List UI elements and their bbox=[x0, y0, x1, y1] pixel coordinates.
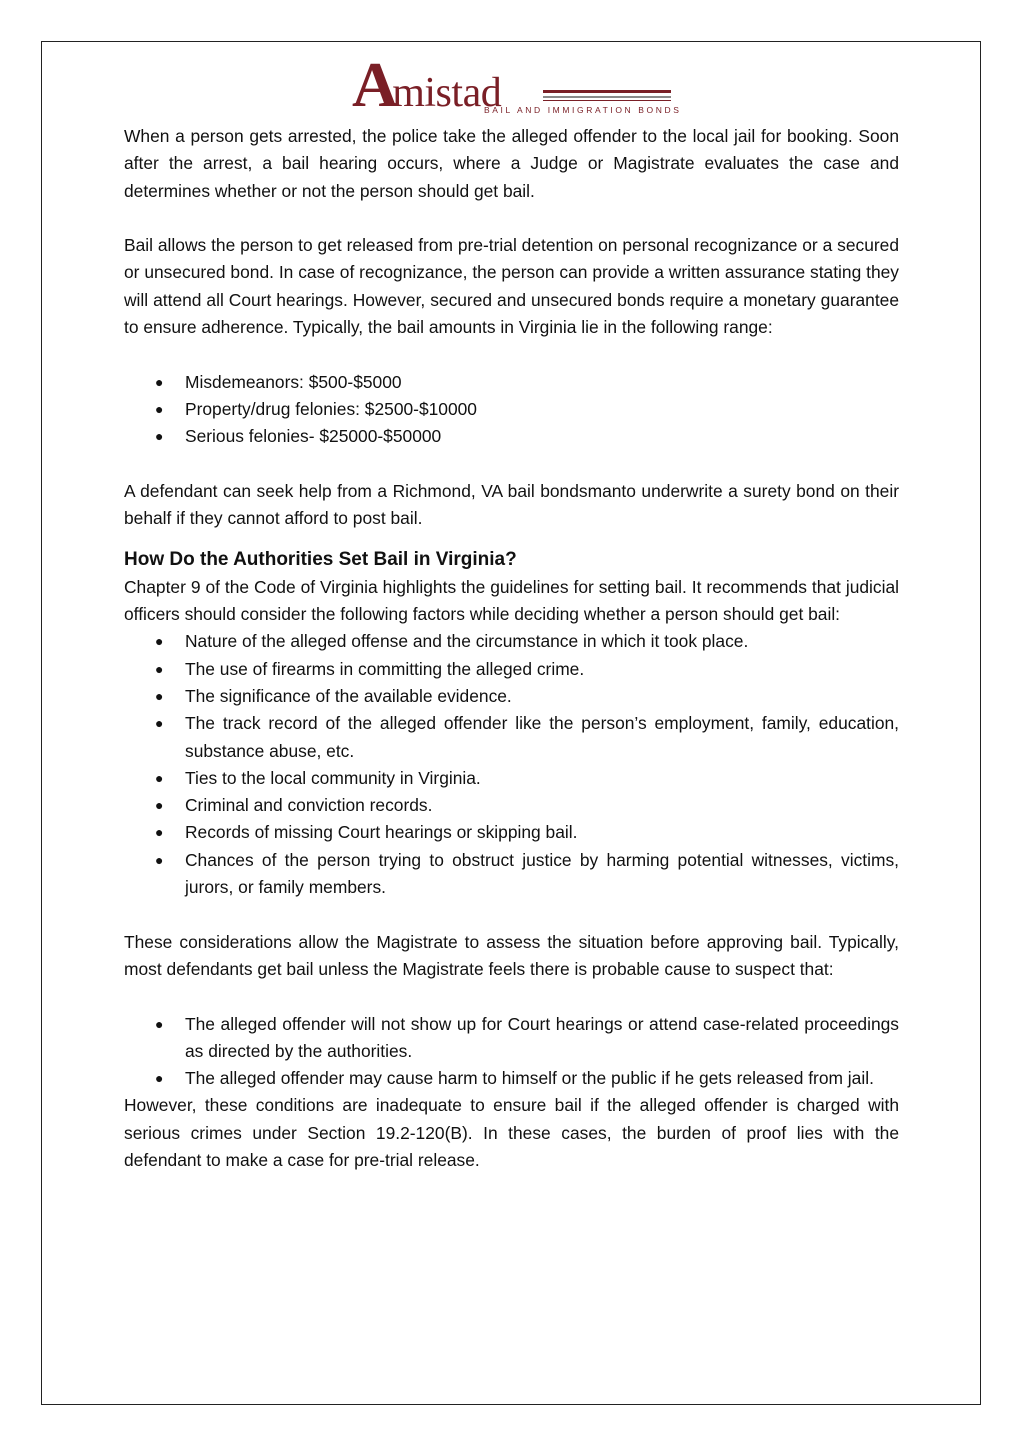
bondsman-paragraph: A defendant can seek help from a Richmond, VA bail bondsmanto underwrite a surety bond on their behalf if they cannot afford to post bail. bbox=[124, 480, 899, 529]
logo-tagline: BAIL AND IMMIGRATION BONDS bbox=[484, 105, 682, 115]
list-item: ● The significance of the available evidence. bbox=[124, 683, 899, 710]
factors-list bbox=[124, 628, 899, 901]
logo-rule bbox=[543, 90, 671, 93]
guidelines-paragraph: Chapter 9 of the Code of Virginia highlights the guidelines for setting bail. It recommends that judicial officers should consider the following factors while deciding whether a person should get bail: bbox=[124, 576, 899, 625]
logo-initial: A bbox=[352, 49, 397, 120]
list-item: ● The alleged offender may cause harm to himself or the public if he gets released from jail. bbox=[124, 1065, 899, 1092]
list-item: ● Ties to the local community in Virginia. bbox=[124, 765, 899, 792]
logo-rule bbox=[543, 96, 671, 98]
list-item: ● Property/drug felonies: $2500-$10000 bbox=[124, 396, 899, 423]
list-item: ● Records of missing Court hearings or skipping bail. bbox=[124, 819, 899, 846]
considerations-paragraph: These considerations allow the Magistrate to assess the situation before approving bail. Typically, most defendants get bail unless the Magistrate feels there is probable cause to suspect that: bbox=[124, 931, 899, 979]
bail-range-list bbox=[124, 369, 899, 451]
list-item: ● Chances of the person trying to obstruct justice by harming potential witnesses, victims, jurors, or family members. bbox=[124, 847, 899, 902]
list-item: ● Criminal and conviction records. bbox=[124, 792, 899, 819]
logo-wordmark bbox=[352, 49, 502, 120]
section-heading: How Do the Authorities Set Bail in Virginia? bbox=[124, 549, 517, 571]
logo-name: mistad bbox=[392, 70, 502, 116]
list-item: ● Misdemeanors: $500-$5000 bbox=[124, 369, 899, 396]
amistad-logo bbox=[352, 49, 682, 120]
list-item: ● Nature of the alleged offense and the circumstance in which it took place. bbox=[124, 628, 899, 655]
bail-paragraph: Bail allows the person to get released from pre-trial detention on personal recognizance or a secured or unsecured bond. In case of recognizance, the person can provide a written assurance stating they will attend all Court hearings. However, secured and unsecured bonds require a monetary guarantee to ensure adherence. Typically, the bail amounts in Virginia lie in the following range: bbox=[124, 235, 899, 338]
conclusion-paragraph: However, these conditions are inadequate to ensure bail if the alleged offender is charged with serious crimes under Section 19.2-120(B). In these cases, the burden of proof lies with the defendant to make a case for pre-trial release. bbox=[124, 1095, 899, 1170]
intro-paragraph: When a person gets arrested, the police take the alleged offender to the local jail for booking. Soon after the arrest, a bail hearing occurs, where a Judge or Magistrate evaluates the case and determines whether or not the person should get bail. bbox=[124, 126, 899, 201]
list-item: ● Serious felonies- $25000-$50000 bbox=[124, 423, 899, 450]
causes-list bbox=[124, 1011, 899, 1093]
list-item: ● The track record of the alleged offender like the person’s employment, family, education, substance abuse, etc. bbox=[124, 710, 899, 765]
list-item: ● The use of firearms in committing the alleged crime. bbox=[124, 656, 899, 683]
logo-rule bbox=[543, 100, 671, 101]
document-body bbox=[124, 123, 899, 1174]
list-item: ● The alleged offender will not show up for Court hearings or attend case-related proceedings as directed by the authorities. bbox=[124, 1011, 899, 1066]
